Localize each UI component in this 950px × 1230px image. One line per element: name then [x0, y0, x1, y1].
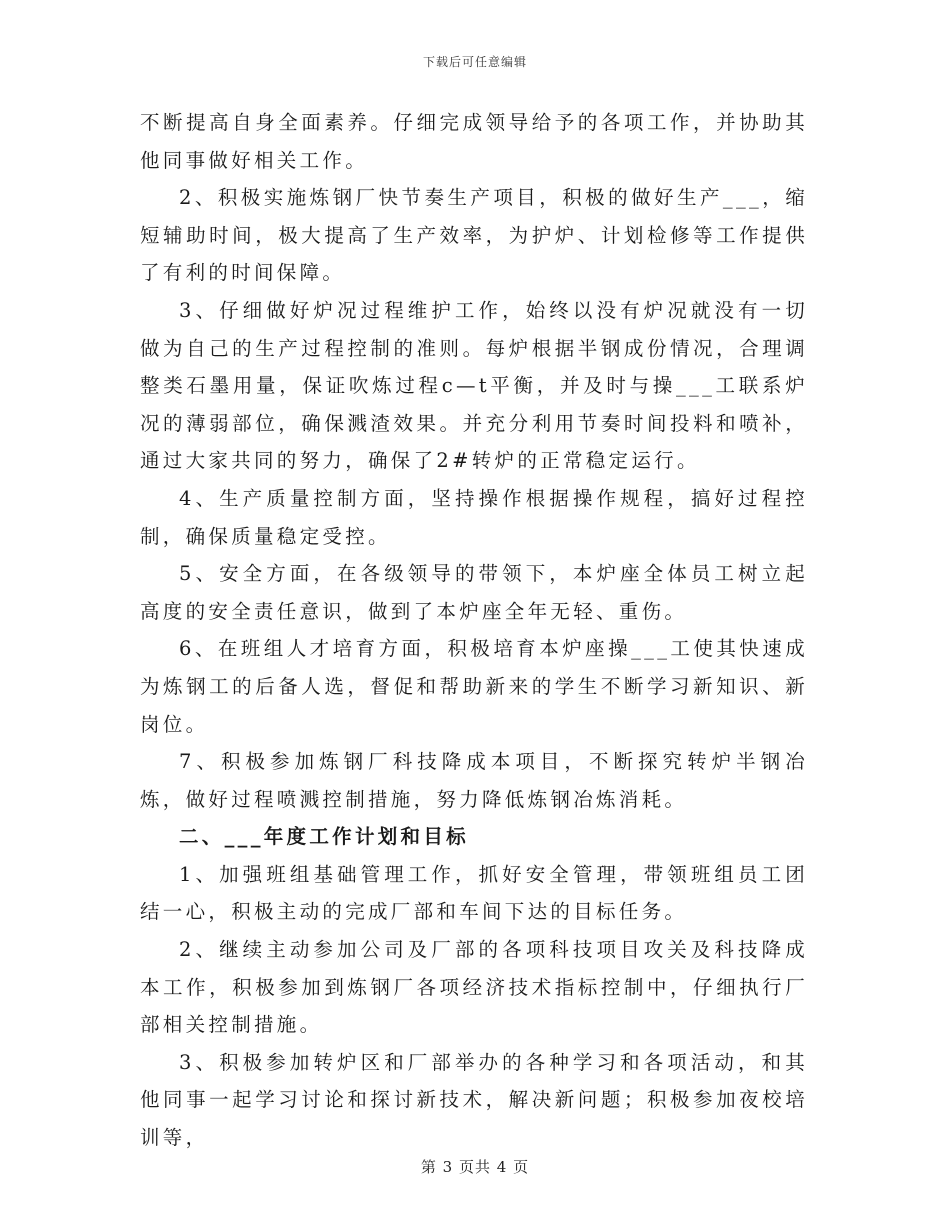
paragraph-item-3: 3、仔细做好炉况过程维护工作，始终以没有炉况就没有一切做为自己的生产过程控制的准则。每炉根据半钢成份情况，合理调整类石墨用量，保证吹炼过程c—t平衡，并及时与操___工联系炉况的薄弱部位，确保溅渣效果。并充分利用节奏时间投料和喷补，通过大家共同的努力，确保了2#转炉的正常稳定运行。 — [140, 298, 808, 473]
plan-item-2: 2、继续主动参加公司及厂部的各项科技项目攻关及科技降成本工作，积极参加到炼钢厂各项经济技术指标控制中，仔细执行厂部相关控制措施。 — [140, 938, 808, 1037]
plan-item-3: 3、积极参加转炉区和厂部举办的各种学习和各项活动，和其他同事一起学习讨论和探讨新技术，解决新问题；积极参加夜校培训等， — [140, 1050, 808, 1150]
paragraph-item-2: 2、积极实施炼钢厂快节奏生产项目，积极的做好生产___，缩短辅助时间，极大提高了生产效率，为护炉、计划检修等工作提供了有利的时间保障。 — [140, 186, 808, 285]
document-body — [140, 104, 808, 1157]
paragraph-item-7: 7、积极参加炼钢厂科技降成本项目，不断探究转炉半钢冶炼，做好过程喷溅控制措施，努力降低炼钢冶炼消耗。 — [140, 750, 808, 811]
plan-item-1: 1、加强班组基础管理工作，抓好安全管理，带领班组员工团结一心，积极主动的完成厂部和车间下达的目标任务。 — [140, 862, 808, 924]
paragraph-item-4: 4、生产质量控制方面，坚持操作根据操作规程，搞好过程控制，确保质量稳定受控。 — [140, 486, 808, 548]
page-number-footer: 第 3 页共 4 页 — [420, 1158, 530, 1176]
paragraph-item-6: 6、在班组人才培育方面，积极培育本炉座操___工使其快速成为炼钢工的后备人选，督促和帮助新来的学生不断学习新知识、新岗位。 — [140, 637, 808, 736]
page-header: 下载后可任意编辑 — [422, 55, 527, 69]
section-heading: 二、___年度工作计划和目标 — [179, 825, 469, 849]
paragraph-continuation: 不断提高自身全面素养。仔细完成领导给予的各项工作，并协助其他同事做好相关工作。 — [140, 111, 808, 172]
paragraph-item-5: 5、安全方面，在各级领导的带领下，本炉座全体员工树立起高度的安全责任意识，做到了本炉座全年无轻、重伤。 — [140, 562, 808, 623]
